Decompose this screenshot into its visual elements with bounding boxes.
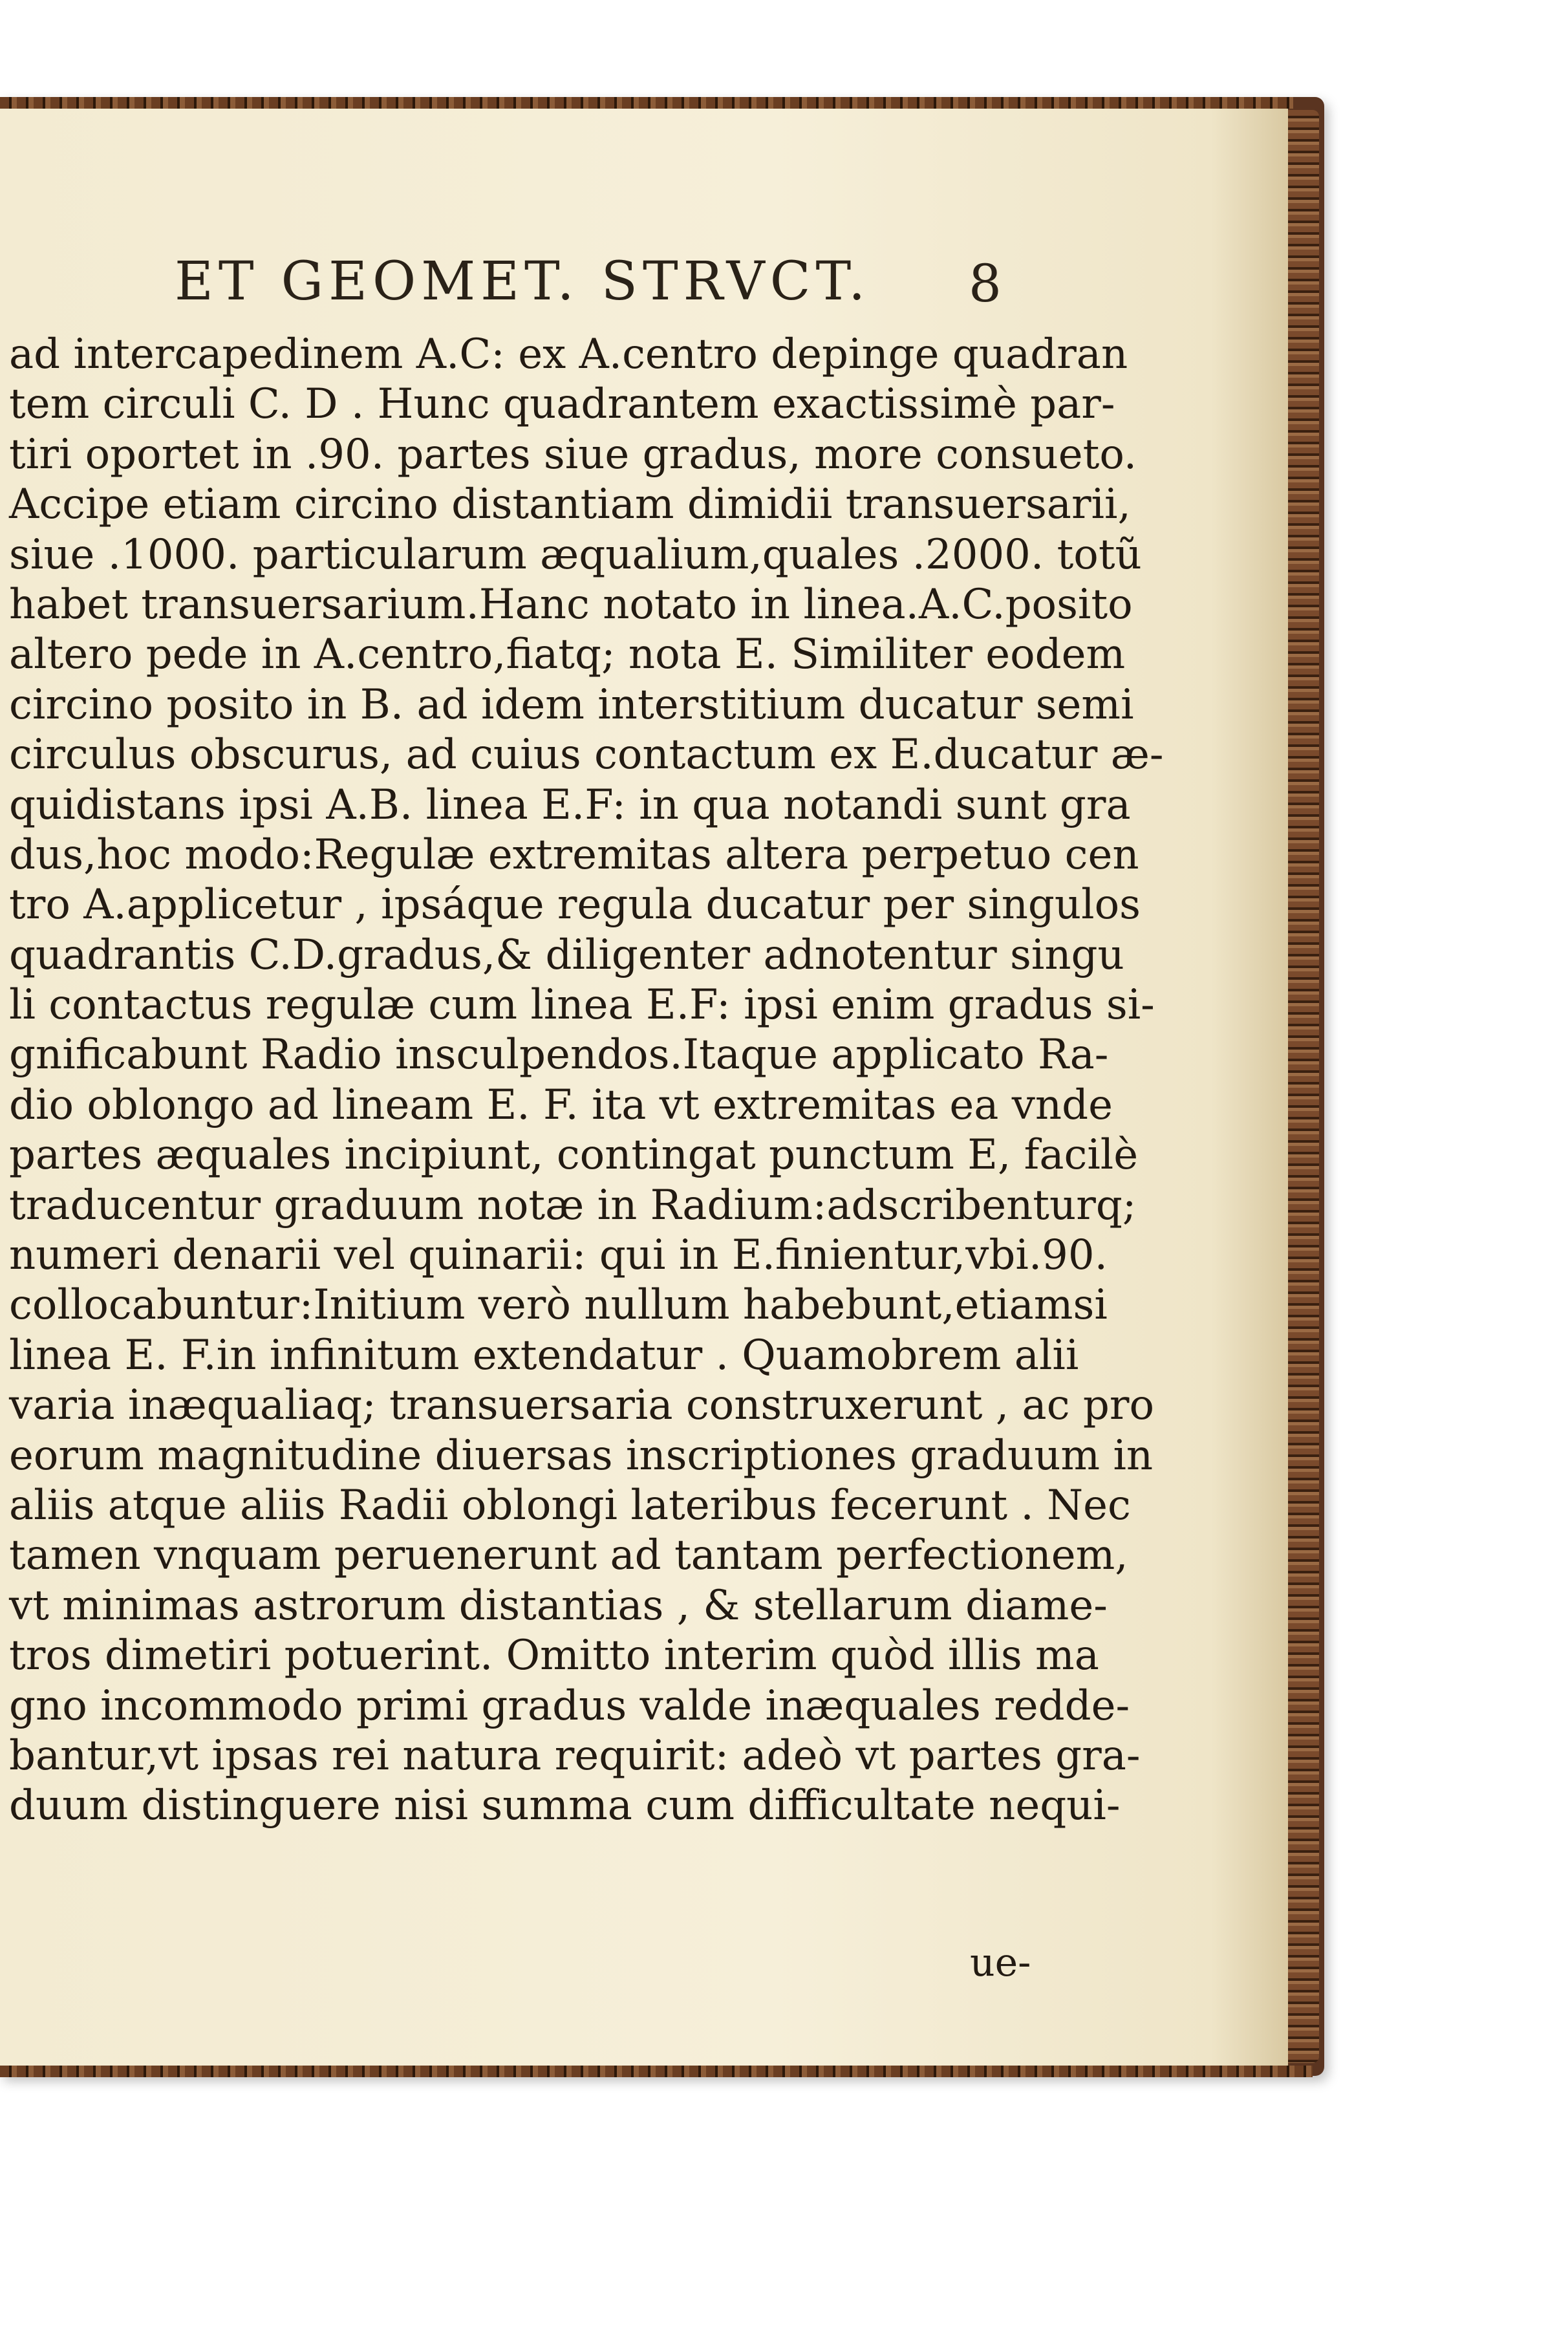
- text-line: Accipe etiam circino distantiam dimidii transuersarii,: [9, 480, 1131, 529]
- text-line: numeri denarii vel quinarii: qui in E.finientur,vbi.90.: [9, 1231, 1108, 1280]
- text-line: vt minimas astrorum distantias , & stellarum diame-: [9, 1581, 1108, 1630]
- text-line: duum distinguere nisi summa cum difficultate nequi-: [9, 1782, 1121, 1830]
- page-number: 8: [969, 254, 1002, 314]
- text-line: tros dimetiri potuerint. Omitto interim quòd illis ma: [9, 1632, 1099, 1680]
- catchword: ue-: [970, 1940, 1031, 1985]
- text-line: bantur,vt ipsas rei natura requirit: adeò vt partes gra-: [9, 1731, 1141, 1780]
- text-line: tamen vnquam peruenerunt ad tantam perfectionem,: [9, 1531, 1128, 1580]
- text-line: dio oblongo ad lineam E. F. ita vt extremitas ea vnde: [9, 1081, 1113, 1129]
- text-line: tiri oportet in .90. partes siue gradus, more consueto.: [9, 430, 1137, 479]
- text-line: quadrantis C.D.gradus,& diligenter adnotentur singu: [9, 931, 1124, 979]
- text-line: altero pede in A.centro,fiatq; nota E. Similiter eodem: [9, 631, 1126, 679]
- book-top-edge: [0, 97, 1293, 109]
- running-title: ET GEOMET. STRVCT.: [175, 251, 871, 312]
- book-bottom-edge: [0, 2066, 1313, 2077]
- body-text: [9, 330, 1164, 1831]
- text-line: quidistans ipsi A.B. linea E.F: in qua notandi sunt gra: [9, 781, 1131, 829]
- text-line: dus,hoc modo:Regulæ extremitas altera perpetuo cen: [9, 830, 1139, 879]
- text-line: gnificabunt Radio insculpendos.Itaque applicato Ra-: [9, 1031, 1109, 1079]
- text-line: tro A.applicetur , ipsáque regula ducatur per singulos: [9, 881, 1141, 929]
- text-line: partes æquales incipiunt, contingat punctum E, facilè: [9, 1131, 1139, 1180]
- text-line: siue .1000. particularum æqualium,quales .2000. totũ: [9, 530, 1142, 579]
- text-line: traducentur graduum notæ in Radium:adscribenturq;: [9, 1181, 1137, 1229]
- text-line: gno incommodo primi gradus valde inæquales redde-: [9, 1681, 1130, 1730]
- text-line: habet transuersarium.Hanc notato in linea.A.C.posito: [9, 580, 1133, 629]
- text-line: collocabuntur:Initium verò nullum habebunt,etiamsi: [9, 1281, 1108, 1330]
- text-line: circino posito in B. ad idem interstitium ducatur semi: [9, 680, 1134, 729]
- text-line: circulus obscurus, ad cuius contactum ex E.ducatur æ-: [9, 731, 1164, 779]
- text-line: tem circuli C. D . Hunc quadrantem exactissimè par-: [9, 380, 1115, 429]
- text-line: ad intercapedinem A.C: ex A.centro depinge quadran: [9, 330, 1128, 378]
- text-line: varia inæqualiaq; transuersaria construxerunt , ac pro: [9, 1381, 1154, 1430]
- book-fore-edge: [1287, 110, 1319, 2063]
- text-line: eorum magnitudine diuersas inscriptiones graduum in: [9, 1431, 1154, 1480]
- text-line: li contactus regulæ cum linea E.F: ipsi enim gradus si-: [9, 981, 1155, 1030]
- text-line: aliis atque aliis Radii oblongi lateribus fecerunt . Nec: [9, 1481, 1131, 1529]
- text-line: linea E. F.in infinitum extendatur . Quamobrem alii: [9, 1331, 1079, 1379]
